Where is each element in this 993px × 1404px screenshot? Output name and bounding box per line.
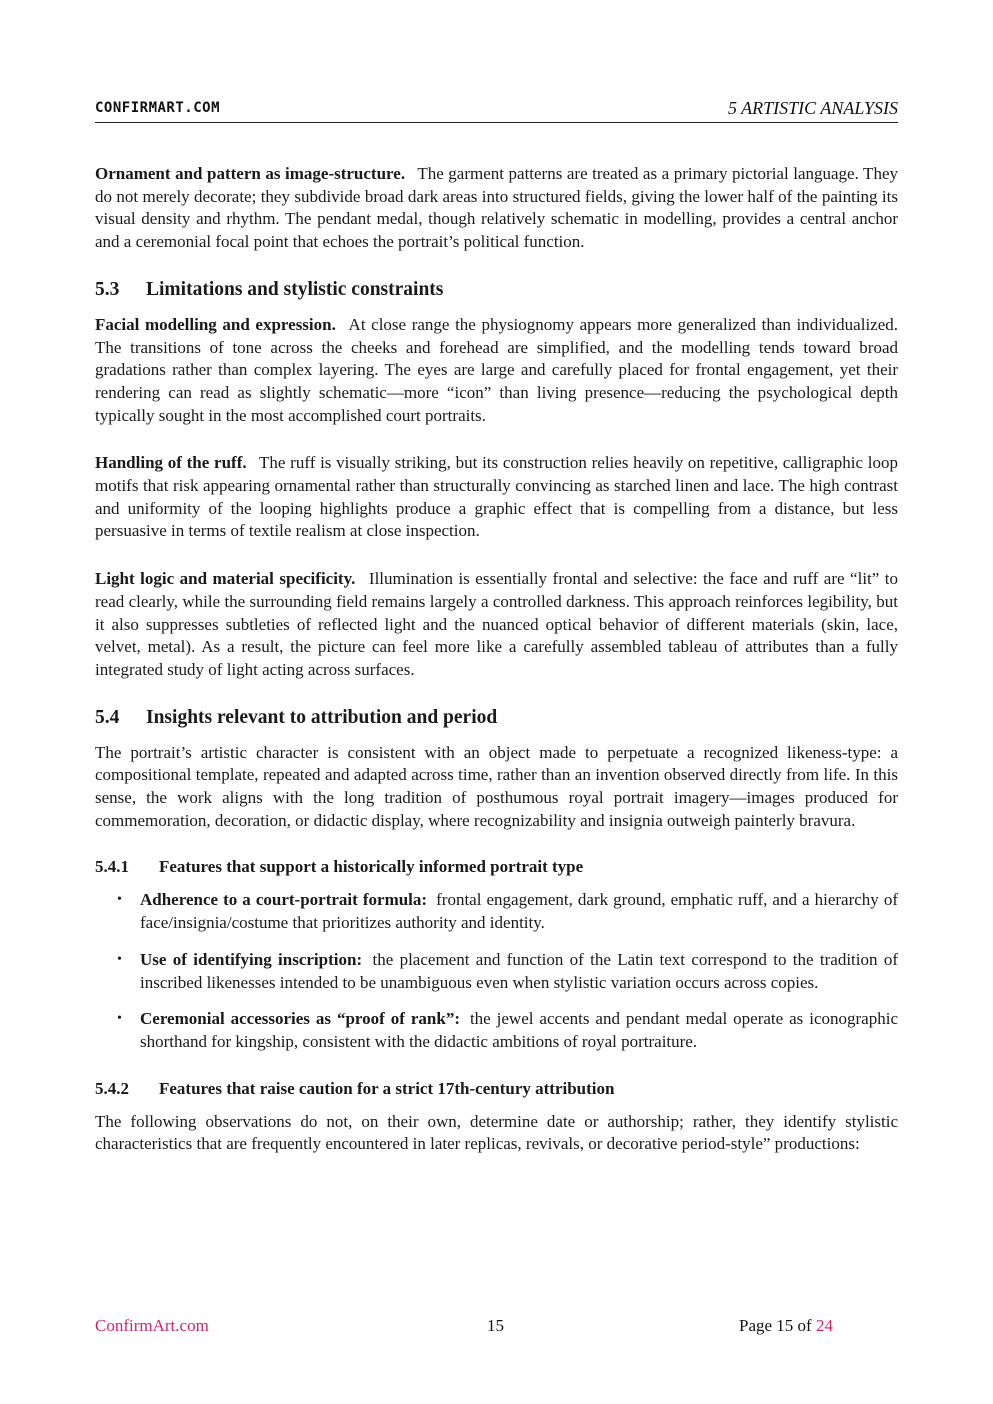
paragraph-title: Ornament and pattern as image-structure. xyxy=(95,164,406,183)
list-item-label: Use of identifying inscription: xyxy=(140,949,363,969)
paragraph-text: Illumination is essentially frontal and selective: the face and ruff are “lit” to read clearly, while the surrounding field remains largely a controlled darkness. This approach reinforces legibility, but it also suppresses subtleties of reflected light and the nuanced optical behavior of different materials (skin, lace, velvet, metal). As a result, the picture can feel more like a carefully assembled tableau of attributes than a fully integrated study of light acting across surfaces. xyxy=(95,569,899,679)
paragraph-text: The garment patterns are treated as a primary pictorial language. They do not merely decorate; they subdivide broad dark areas into structured fields, giving the lower half of the painting its visual density and rhythm. The pendant medal, though relatively schematic in modelling, provides a central anchor and a ceremonial focal point that echoes the portrait’s political function. xyxy=(95,164,898,252)
subsection-number: 5.4.1 xyxy=(95,857,129,877)
paragraph-title: Light logic and material specificity. xyxy=(95,569,356,589)
section-title: Limitations and stylistic constraints xyxy=(146,278,444,300)
list-item-label: Ceremonial accessories as “proof of rank”: xyxy=(140,1009,460,1029)
subsection-number: 5.4.2 xyxy=(95,1078,129,1098)
header-section-title: 5 ARTISTIC ANALYSIS xyxy=(727,98,898,118)
section-heading-5-4 xyxy=(95,706,898,730)
list-item xyxy=(95,1008,898,1053)
paragraph-light xyxy=(95,568,898,682)
paragraph-title: Handling of the ruff. xyxy=(95,453,247,473)
footer-page-total-link[interactable]: 24 xyxy=(815,1316,833,1335)
page-header xyxy=(95,98,898,123)
paragraph-text: The ruff is visually striking, but its construction relies heavily on repetitive, calligraphic loop motifs that risk appearing ornamental rather than structurally convincing as starched linen and lace. The high contrast and uniformity of the looping highlights produce a graphic effect that is compelling from a distance, but less persuasive in terms of textile realism at close inspection. xyxy=(95,453,898,541)
paragraph-ornament xyxy=(95,163,898,254)
bullet-icon: • xyxy=(117,892,122,908)
list-item-text: the placement and function of the Latin text correspond to the tradition of inscribed likenesses intended to be unambiguous even when stylistic variation occurs across copies. xyxy=(140,949,899,992)
footer-page-number: 15 xyxy=(487,1316,504,1335)
bullet-icon: • xyxy=(117,951,122,967)
subsection-heading-5-4-1 xyxy=(95,856,898,878)
paragraph-text: At close range the physiognomy appears more generalized than individualized. The transitions of tone across the cheeks and forehead are simplified, and the modelling tends toward broad gradations rather than complex layering. The eyes are large and carefully placed for frontal engagement, yet their rendering can read as slightly schematic—more “icon” than living presence—reducing the psychological depth typically sought in the most accomplished court portraits. xyxy=(95,314,899,425)
section-title: Insights relevant to attribution and period xyxy=(146,706,498,728)
paragraph-ruff xyxy=(95,452,898,543)
bullet-icon: • xyxy=(117,1011,122,1027)
page-footer xyxy=(95,1316,898,1340)
section-heading-5-3 xyxy=(95,278,898,302)
list-item xyxy=(95,949,898,994)
page-content xyxy=(95,163,898,1156)
section-number: 5.4 xyxy=(95,706,120,728)
list-item-text: frontal engagement, dark ground, emphatic ruff, and a hierarchy of face/insignia/costume that prioritizes authority and identity. xyxy=(140,890,899,933)
footer-page-count xyxy=(739,1316,833,1336)
list-item xyxy=(95,889,898,934)
paragraph-insights: The portrait’s artistic character is consistent with an object made to perpetuate a recognized likeness-type: a compositional template, repeated and adapted across time, rather than an invention observed directly from life. In this sense, the work aligns with the long tradition of posthumous royal portrait imagery—images produced for commemoration, decoration, or didactic display, where recognizability and insignia outweigh painterly bravura. xyxy=(95,742,898,830)
subsection-title: Features that raise caution for a strict 17th-century attribution xyxy=(159,1078,615,1098)
paragraph-facial xyxy=(95,314,898,428)
list-item-text: the jewel accents and pendant medal operate as iconographic shorthand for kingship, consistent with the didactic ambitions of royal portraiture. xyxy=(140,1009,898,1051)
footer-site-link[interactable]: ConfirmArt.com xyxy=(95,1316,209,1335)
paragraph-title: Facial modelling and expression. xyxy=(95,314,336,334)
header-logo[interactable]: CONFIRMART.COM xyxy=(95,100,221,116)
footer-page-prefix: Page 15 of xyxy=(739,1316,812,1335)
section-number: 5.3 xyxy=(95,278,120,300)
bullet-list xyxy=(95,889,898,1053)
subsection-heading-5-4-2 xyxy=(95,1078,898,1100)
subsection-title: Features that support a historically informed portrait type xyxy=(159,857,584,877)
paragraph-caution-intro: The following observations do not, on their own, determine date or authorship; rather, they identify stylistic characteristics that are frequently encountered in later replicas, revivals, or decorative period-style” productions: xyxy=(95,1111,898,1154)
list-item-label: Adherence to a court-portrait formula: xyxy=(140,890,428,910)
